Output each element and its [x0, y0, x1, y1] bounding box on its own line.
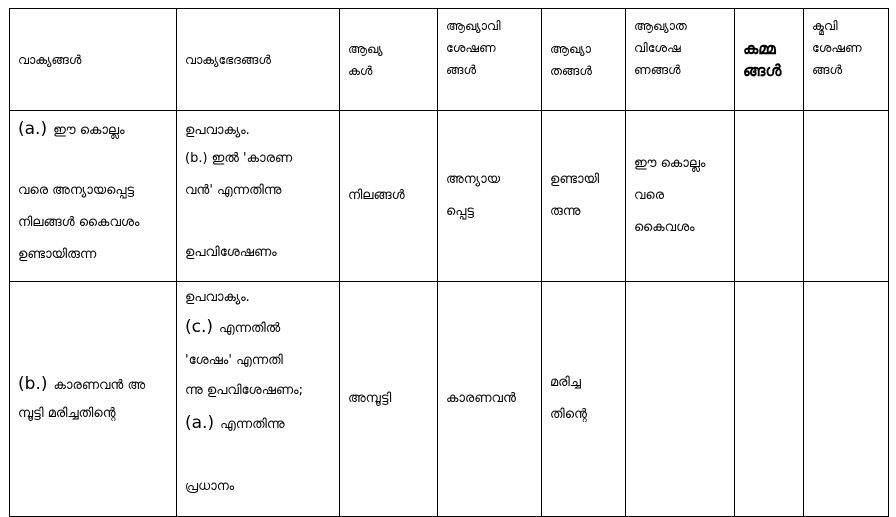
grammar-analysis-table	[9, 8, 889, 517]
sentence-type-cell: ഉപവാക്യം. (c.) എന്നതിൽ 'ശേഷം' എന്നതി ന്നു ഉപവിശേഷണം; (a.) എന്നതിന്നു പ്രധാനം	[177, 282, 340, 517]
header-subjects: ആഖ്യ കൾ	[340, 9, 438, 111]
object-cell	[735, 282, 804, 517]
header-subject-modifiers: ആഖ്യാവി ശേഷണ ങ്ങൾ	[438, 9, 542, 111]
predicate-modifier-cell	[626, 282, 735, 517]
predicate-modifier-cell: ഈ കൊല്ലം വരെ കൈവശം	[626, 111, 735, 282]
header-object-modifiers: ക്മവി ശേഷണ ങ്ങൾ	[804, 9, 889, 111]
header-objects: കമ്മ ങ്ങൾ	[735, 9, 804, 111]
sentence-type-cell: ഉപവാക്യം. (b.) ഇൽ 'കാരണ വൻ' എന്നതിന്നു ഉപവിശേഷണം	[177, 111, 340, 282]
object-modifier-cell	[804, 111, 889, 282]
header-predicate-modifiers: ആഖ്യാത വിശേഷ ണങ്ങൾ	[626, 9, 735, 111]
subject-modifier-cell: അന്യായ പ്പെട്ട	[438, 111, 542, 282]
header-sentence-types: വാക്യഭേദങ്ങൾ	[177, 9, 340, 111]
sentence-cell: (b.) കാരണവൻ അ മ്പൂട്ടി മരിച്ചതിന്റെ	[10, 282, 177, 517]
header-sentences: വാക്യങ്ങൾ	[10, 9, 177, 111]
header-predicates: ആഖ്യാ തങ്ങൾ	[542, 9, 626, 111]
predicate-cell: ഉണ്ടായി രുന്നു	[542, 111, 626, 282]
subject-modifier-cell: കാരണവൻ	[438, 282, 542, 517]
sentence-cell: (a.) ഈ കൊല്ലം വരെ അന്യായപ്പെട്ട നിലങ്ങൾ കൈവശം ഉണ്ടായിരുന്ന	[10, 111, 177, 282]
header-row	[10, 9, 889, 111]
object-cell	[735, 111, 804, 282]
subject-cell: അമ്പൂട്ടി	[340, 282, 438, 517]
subject-cell: നിലങ്ങൾ	[340, 111, 438, 282]
object-modifier-cell	[804, 282, 889, 517]
predicate-cell: മരിച്ച തിന്റെ	[542, 282, 626, 517]
table-row	[10, 111, 889, 282]
table-row	[10, 282, 889, 517]
